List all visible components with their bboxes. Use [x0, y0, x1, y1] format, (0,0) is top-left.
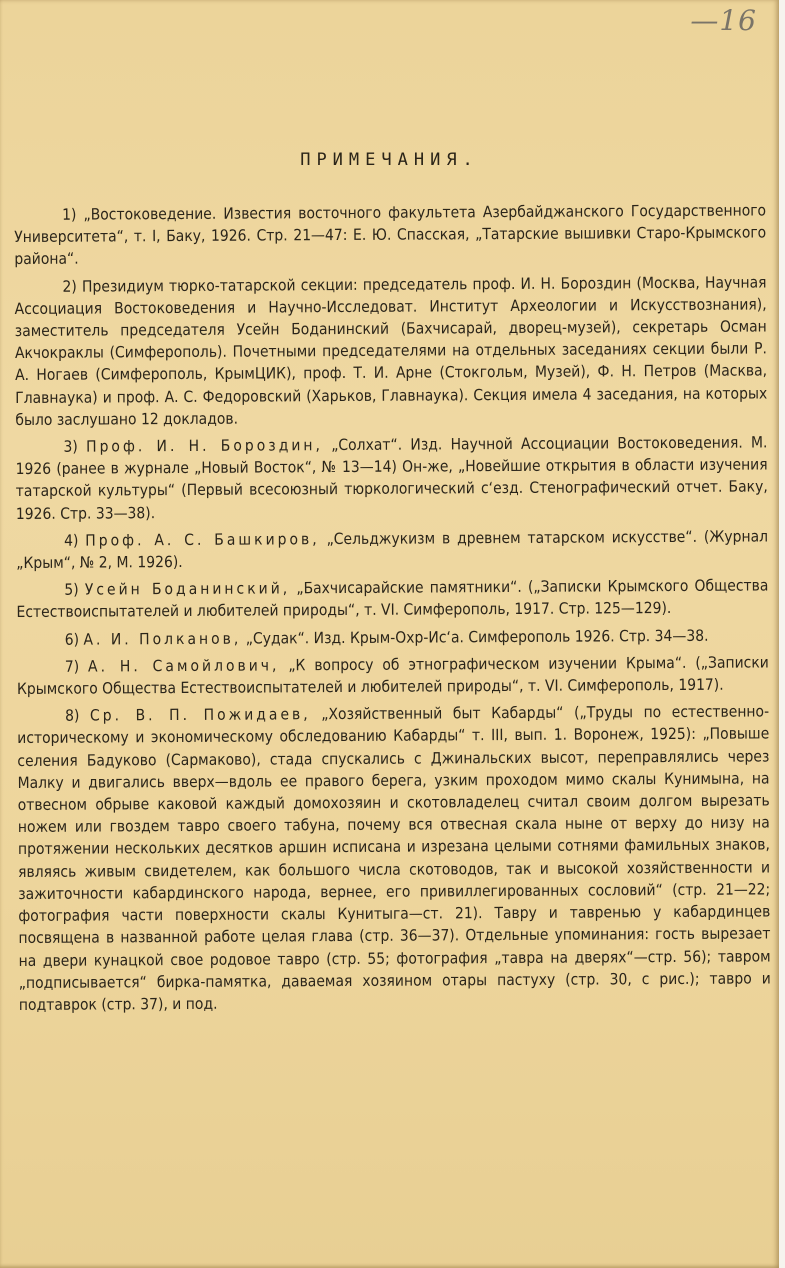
page-title: ПРИМЕЧАНИЯ. [300, 150, 479, 170]
note-author: Проф. А. С. Башкиров, [85, 529, 320, 550]
note-author: А. И. Полканов, [83, 629, 242, 649]
archive-page-number: —16 [690, 4, 757, 37]
note-text: „Солхат“. Изд. Научной Ассоциации Востоковедения. М. 1926 (ранее в журнале „Новый Восток“, № 13—14) Он-же, „Новейшие открытия в области изучения татарской культуры“ (Первый всесоюзный тюркологический с‘езд. Стенографический отчет. Баку, 1926. Стр. 33—38). [15, 433, 768, 523]
note-number: 4) [64, 531, 79, 550]
note-author: Проф. И. Н. Бороздин, [85, 436, 323, 456]
note-1 [14, 199, 766, 270]
note-8 [17, 701, 771, 1016]
scan-edge [779, 0, 785, 1268]
note-4 [16, 525, 768, 574]
note-author: А. Н. Самойлович, [87, 656, 280, 676]
note-2 [14, 271, 767, 431]
note-text: „Судак“. Изд. Крым-Охр-Ис‘а. Симферополь 1926. Стр. 34—38. [245, 626, 709, 648]
note-text: „Сельджукизм в древнем татарском искусстве“. (Журнал „Крым“, № 2, М. 1926). [16, 527, 769, 573]
note-text: „К вопросу об этнографическом изучении Крыма“. („Записки Крымского Общества Естествоиспытателей и любителей природы“, т. VI. Симферополь, 1917). [16, 653, 769, 699]
note-number: 7) [64, 657, 80, 676]
note-text: „Хозяйственный быт Кабарды“ („Труды по естественно-историческому и экономическому обследованию Кабарды“ т. III, вып. 1. Воронеж, 1925): „Повыше селения Бадуково (Сармаково), стада спускались с Джинальских высот, переправлялись через Малку и двигались вверх—вдоль ее правого берега, узким проходом мимо скалы Кунимына, на отвесном обрыве каковой каждый домохозяин и скотовладелец считал своим долгом вырезать ножем или гвоздем тавро своего табуна, почему вся отвесная скала ныне от верху до низу на протяжении нескольких десятков аршин исписана и изрезана целыми сотнями фамильных знаков, являясь живым свидетелем, как большого числа скотоводов, так и высокой хозяйственности и зажиточности кабардинского народа, вернее, его привиллегированных сословий“ (стр. 21—22; фотография части поверхности скалы Кунитыга—ст. 21). Тавру и тавренью у кабардинцев посвящена в названной работе целая глава (стр. 36—37). Отдельные упоминания: гость вырезает на двери кунацкой свое родовое тавро (стр. 55; фотография „тавра на дверях“—стр. 56); тавром „подписывается“ бирка-памятка, даваемая хозяином отары пастуху (стр. 30, с рис.); тавро и подтаврок (стр. 37), и под. [17, 702, 771, 1014]
note-number: 5) [64, 580, 79, 599]
note-text: Президиум тюрко-татарской секции: председатель проф. И. Н. Бороздин (Москва, Научная Ассоциация Востоковедения и Научно-Исследоват. Институт Археологии и Искусствознания), заместитель председателя Усейн Боданинский (Бахчисарай, дворец-музей), секретарь Осман Акчокраклы (Симферополь). Почетными председателями на отдельных заседаниях секции были Р. А. Ногаев (Симферополь, КрымЦИК), проф. Т. И. Арне (Стокгольм, Музей), Ф. Н. Петров (Масква, Главнаука) и проф. А. С. Федоровский (Харьков, Главнаука). Секция имела 4 заседания, на которых было заслушано 12 докладов. [14, 273, 768, 429]
note-3 [15, 431, 768, 524]
note-number: 8) [65, 706, 80, 725]
note-number: 2) [62, 277, 77, 296]
note-7 [17, 651, 769, 700]
note-number: 3) [63, 437, 78, 456]
note-author: Ср. В. П. Пожидаев, [89, 705, 311, 725]
notes-list [14, 199, 771, 1021]
note-6 [17, 624, 769, 651]
note-number: 1) [62, 205, 77, 224]
note-number: 6) [64, 630, 80, 649]
note-text: „Бахчисарайские памятники“. („Записки Крымского Общества Естествоиспытателей и любителей природы“, т. VI. Симферополь, 1917. Стр. 125—129). [16, 576, 769, 622]
note-5 [16, 575, 768, 624]
note-author: Усейн Боданинский, [84, 579, 291, 599]
note-text: „Востоковедение. Известия восточного факультета Азербайджанского Государственного Университета“, т. I, Баку, 1926. Стр. 21—47: Е. Ю. Спасская, „Татарские вышивки Старо-Крымского района“. [14, 201, 767, 269]
